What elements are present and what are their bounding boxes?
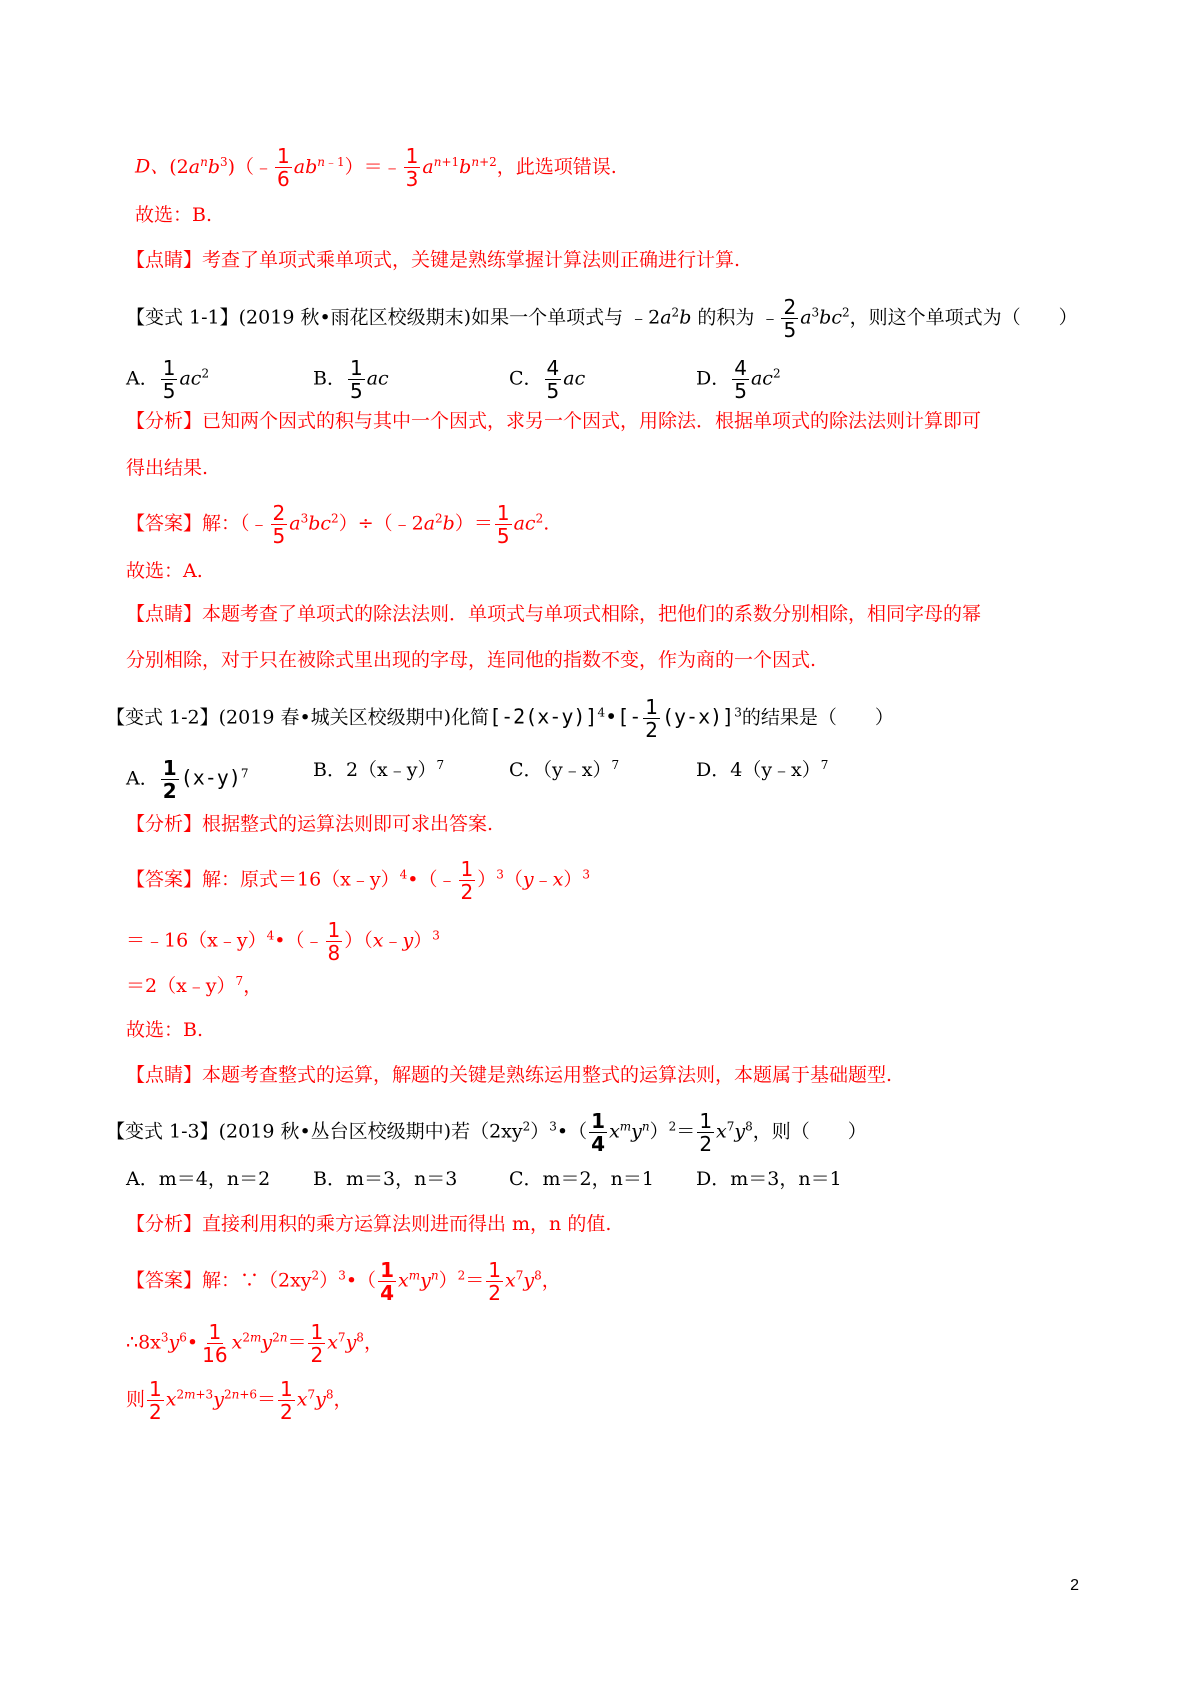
q12-option-a: A． $\frac{1}{2}$ $(x-y)^7$	[126, 756, 249, 803]
fenxi-1-2: 【分析】根据整式的运算法则即可求出答案.	[126, 813, 494, 835]
dianjing-1-1-line1: 【点睛】本题考查了单项式的除法法则．单项式与单项式相除，把他们的系数分别相除，相同字母的幂	[126, 603, 982, 625]
fenxi-1-1-line1: 【分析】已知两个因式的积与其中一个因式，求另一个因式，用除法．根据单项式的除法法则计算即可	[126, 410, 982, 432]
dianjing-1-2: 【点睛】本题考查整式的运算，解题的关键是熟练运用整式的运算法则，本题属于基础题型.	[126, 1064, 893, 1086]
answer-1-3-line1: 【答案】解：$\because(2xy^2)^3•$（ $\frac{1}{4}$ $x^my^n)^2=$ $\frac{1}{2}$ $x^7y^8$，	[126, 1258, 561, 1305]
page-number: 2	[1070, 1577, 1079, 1594]
choice-conclusion-b2: 故选：B.	[126, 1019, 204, 1041]
q11-option-d: D． $\frac{4}{5}$ $ac^2$	[696, 356, 781, 403]
d-option-line	[135, 145, 617, 190]
q13-option-a: A．m＝4，n＝2	[126, 1168, 271, 1190]
q12-option-d: D．4（y﹣x）$^7$	[696, 758, 829, 781]
fraction-one-third: $\frac{1}{3}$	[405, 144, 419, 191]
answer-1-2-line2: ＝﹣16（x﹣y）$^4$•（﹣ $\frac{1}{8}$ ）（x﹣y）$^3$	[126, 918, 440, 965]
q11-option-a: A． $\frac{1}{5}$ $ac^2$	[126, 356, 210, 403]
q12-option-b: B．2（x﹣y）$^7$	[313, 758, 445, 781]
dianjing-1-1-line2: 分别相除，对于只在被除式里出现的字母，连同他的指数不变，作为商的一个因式.	[126, 649, 817, 671]
fraction-one-sixth: $\frac{1}{6}$	[277, 144, 290, 191]
q13-option-b: B．m＝3，n＝3	[313, 1168, 458, 1190]
choice-conclusion-a: 故选：A.	[126, 560, 203, 582]
q12-option-c: C．（y﹣x）$^7$	[509, 758, 620, 781]
question-1-2: 【变式 1-2】(2019 春•城关区校级期中)化简$[-2(x-y)]^4•[-$ $\frac{1}{2}$ (y-x)]$^3$的结果是（ ）	[106, 695, 894, 742]
d-label: D、	[135, 155, 170, 178]
choice-conclusion: 故选：B.	[135, 204, 213, 226]
dianjing-note: 【点睛】考查了单项式乘单项式，关键是熟练掌握计算法则正确进行计算.	[126, 249, 741, 271]
answer-1-1: 【答案】解：（﹣ $\frac{2}{5}$ $a^3bc^2)\div(﹣2a^2b)=$ $\frac{1}{5}$ $ac^2$.	[126, 501, 550, 548]
question-1-3: 【变式 1-3】(2019 秋•丛台区校级期中)若$(2xy^2)^3•$（ $\frac{1}{4}$ $x^my^n)^2=$ $\frac{1}{2}$ $x^7y^8$，则（ ）	[106, 1109, 867, 1156]
q11-option-b: B． $\frac{1}{5}$ ac	[313, 356, 389, 403]
q13-option-d: D．m＝3，n＝1	[696, 1168, 842, 1190]
answer-1-3-line2: $\therefore 8x^3y^6•$ $\frac{1}{16}$ $x^{2m}y^{2n}=$ $\frac{1}{2}$ $x^7y^8$，	[126, 1320, 383, 1367]
q13-option-c: C．m＝2，n＝1	[509, 1168, 654, 1190]
question-1-1: 【变式 1-1】(2019 秋•雨花区校级期末)如果一个单项式与 $﹣2a^2b$ 的积为 ﹣ $\frac{2}{5}$ $a^3bc^2$，则这个单项式为（ ）	[126, 295, 1078, 342]
fenxi-1-3: 【分析】直接利用积的乘方运算法则进而得出 m，n 的值.	[126, 1213, 612, 1235]
answer-1-2-line3: ＝2（x﹣y）$^7$，	[126, 974, 263, 997]
answer-1-2-line1: 【答案】解：原式＝16（x﹣y）$^4$•（﹣ $\frac{1}{2}$ ）$^3$（y﹣x）$^3$	[126, 857, 591, 904]
fraction-two-fifths: $\frac{2}{5}$	[783, 295, 797, 342]
fenxi-1-1-line2: 得出结果.	[126, 457, 209, 479]
answer-1-3-line3: 则 $\frac{1}{2}$ $x^{2m+3}y^{2n+6}=$ $\frac{1}{2}$ $x^7y^8$，	[126, 1377, 353, 1424]
q11-option-c: C． $\frac{4}{5}$ ac	[509, 356, 586, 403]
d-expr: $(2a^nb^3)(﹣$ $\frac{1}{6}$ $ab^{n﹣1})=﹣$ $\frac{1}{3}$ $a^{n+1}b^{n+2}$，此选项错误.	[169, 144, 617, 191]
